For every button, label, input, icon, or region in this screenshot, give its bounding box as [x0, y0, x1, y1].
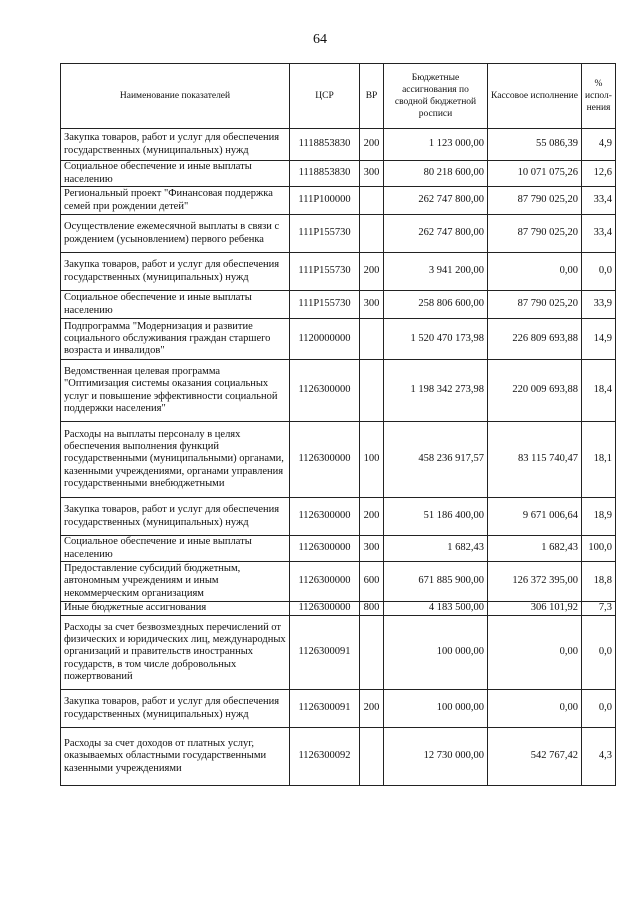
cash-execution-cell: 126 372 395,00 [488, 562, 582, 602]
vr-code-cell: 300 [360, 291, 384, 319]
vr-code-cell [360, 616, 384, 690]
csr-code-cell: 1118853830 [290, 129, 360, 161]
cash-execution-cell: 83 115 740,47 [488, 422, 582, 498]
cash-execution-cell: 55 086,39 [488, 129, 582, 161]
budget-allocation-cell: 1 198 342 273,98 [384, 360, 488, 422]
indicator-name-cell: Закупка товаров, работ и услуг для обеспечения государственных (муниципальных) нужд [61, 498, 290, 536]
vr-code-cell [360, 360, 384, 422]
header-cash-execution: Кассовое исполнение [488, 64, 582, 129]
indicator-name-cell: Социальное обеспечение и иные выплаты населению [61, 536, 290, 562]
table-row [61, 187, 616, 215]
budget-allocation-cell: 3 941 200,00 [384, 253, 488, 291]
vr-code-cell: 200 [360, 690, 384, 728]
budget-allocation-cell: 51 186 400,00 [384, 498, 488, 536]
indicator-name-cell: Социальное обеспечение и иные выплаты населению [61, 161, 290, 187]
indicator-name-cell: Расходы за счет доходов от платных услуг, оказываемых областными государственными казенными учреждениями [61, 728, 290, 786]
execution-percent-cell: 4,9 [582, 129, 616, 161]
execution-percent-cell: 4,3 [582, 728, 616, 786]
budget-allocation-cell: 80 218 600,00 [384, 161, 488, 187]
vr-code-cell: 100 [360, 422, 384, 498]
execution-percent-cell: 100,0 [582, 536, 616, 562]
csr-code-cell: 1126300091 [290, 616, 360, 690]
csr-code-cell: 111P155730 [290, 291, 360, 319]
execution-percent-cell: 18,8 [582, 562, 616, 602]
cash-execution-cell: 306 101,92 [488, 602, 582, 616]
vr-code-cell [360, 728, 384, 786]
csr-code-cell: 111P155730 [290, 215, 360, 253]
budget-allocation-cell: 1 520 470 173,98 [384, 319, 488, 360]
csr-code-cell: 1126300000 [290, 562, 360, 602]
table-row [61, 215, 616, 253]
indicator-name-cell: Ведомственная целевая программа "Оптимизация системы оказания социальных услуг и повышение эффективности социальной поддержки населения" [61, 360, 290, 422]
table-row [61, 690, 616, 728]
table-row [61, 536, 616, 562]
indicator-name-cell: Региональный проект "Финансовая поддержка семей при рождении детей" [61, 187, 290, 215]
budget-allocation-cell: 12 730 000,00 [384, 728, 488, 786]
vr-code-cell [360, 187, 384, 215]
cash-execution-cell: 0,00 [488, 253, 582, 291]
table-row [61, 291, 616, 319]
execution-percent-cell: 12,6 [582, 161, 616, 187]
execution-percent-cell: 0,0 [582, 253, 616, 291]
header-csr: ЦСР [290, 64, 360, 129]
execution-percent-cell: 0,0 [582, 616, 616, 690]
vr-code-cell [360, 215, 384, 253]
table-body [61, 129, 616, 786]
budget-allocation-cell: 262 747 800,00 [384, 215, 488, 253]
execution-percent-cell: 18,1 [582, 422, 616, 498]
vr-code-cell: 300 [360, 536, 384, 562]
cash-execution-cell: 87 790 025,20 [488, 187, 582, 215]
vr-code-cell: 200 [360, 253, 384, 291]
table-row [61, 498, 616, 536]
indicator-name-cell: Закупка товаров, работ и услуг для обеспечения государственных (муниципальных) нужд [61, 253, 290, 291]
csr-code-cell: 111P155730 [290, 253, 360, 291]
cash-execution-cell: 1 682,43 [488, 536, 582, 562]
indicator-name-cell: Иные бюджетные ассигнования [61, 602, 290, 616]
indicator-name-cell: Расходы за счет безвозмездных перечислений от физических и юридических лиц, международных организаций и правительств иностранных государств, в том числе добровольных пожертвований [61, 616, 290, 690]
budget-allocation-cell: 262 747 800,00 [384, 187, 488, 215]
csr-code-cell: 1126300000 [290, 536, 360, 562]
table-row [61, 129, 616, 161]
budget-allocation-cell: 1 682,43 [384, 536, 488, 562]
csr-code-cell: 1126300092 [290, 728, 360, 786]
cash-execution-cell: 87 790 025,20 [488, 215, 582, 253]
cash-execution-cell: 0,00 [488, 690, 582, 728]
header-budget-allocations: Бюджетные ассигнования по сводной бюджетной росписи [384, 64, 488, 129]
csr-code-cell: 1126300000 [290, 422, 360, 498]
vr-code-cell: 200 [360, 129, 384, 161]
header-indicator-name: Наименование показателей [61, 64, 290, 129]
budget-allocation-cell: 671 885 900,00 [384, 562, 488, 602]
header-execution-percent: % испол-нения [582, 64, 616, 129]
table-header-row [61, 64, 616, 129]
execution-percent-cell: 18,9 [582, 498, 616, 536]
vr-code-cell: 200 [360, 498, 384, 536]
execution-percent-cell: 33,4 [582, 215, 616, 253]
indicator-name-cell: Осуществление ежемесячной выплаты в связи с рождением (усыновлением) первого ребенка [61, 215, 290, 253]
vr-code-cell: 300 [360, 161, 384, 187]
table-row [61, 360, 616, 422]
csr-code-cell: 1126300000 [290, 360, 360, 422]
cash-execution-cell: 87 790 025,20 [488, 291, 582, 319]
indicator-name-cell: Закупка товаров, работ и услуг для обеспечения государственных (муниципальных) нужд [61, 129, 290, 161]
budget-allocation-cell: 1 123 000,00 [384, 129, 488, 161]
execution-percent-cell: 14,9 [582, 319, 616, 360]
csr-code-cell: 1126300000 [290, 602, 360, 616]
indicator-name-cell: Социальное обеспечение и иные выплаты населению [61, 291, 290, 319]
table-row [61, 422, 616, 498]
execution-percent-cell: 18,4 [582, 360, 616, 422]
table-row [61, 161, 616, 187]
cash-execution-cell: 10 071 075,26 [488, 161, 582, 187]
cash-execution-cell: 542 767,42 [488, 728, 582, 786]
indicator-name-cell: Закупка товаров, работ и услуг для обеспечения государственных (муниципальных) нужд [61, 690, 290, 728]
table-row [61, 253, 616, 291]
budget-allocation-cell: 100 000,00 [384, 616, 488, 690]
indicator-name-cell: Расходы на выплаты персоналу в целях обеспечения выполнения функций государственными (муниципальными) органами, казенными учреждениями, органами управления государственными внебюджетными [61, 422, 290, 498]
csr-code-cell: 1120000000 [290, 319, 360, 360]
budget-allocation-cell: 458 236 917,57 [384, 422, 488, 498]
page-number: 64 [313, 32, 327, 47]
cash-execution-cell: 9 671 006,64 [488, 498, 582, 536]
csr-code-cell: 111P100000 [290, 187, 360, 215]
budget-allocation-cell: 4 183 500,00 [384, 602, 488, 616]
cash-execution-cell: 0,00 [488, 616, 582, 690]
vr-code-cell: 800 [360, 602, 384, 616]
cash-execution-cell: 226 809 693,88 [488, 319, 582, 360]
table-row [61, 319, 616, 360]
indicator-name-cell: Предоставление субсидий бюджетным, автономным учреждениям и иным некоммерческим организациям [61, 562, 290, 602]
csr-code-cell: 1126300000 [290, 498, 360, 536]
indicator-name-cell: Подпрограмма "Модернизация и развитие социального обслуживания граждан старшего возраста и инвалидов" [61, 319, 290, 360]
csr-code-cell: 1118853830 [290, 161, 360, 187]
budget-allocation-cell: 100 000,00 [384, 690, 488, 728]
budget-allocation-cell: 258 806 600,00 [384, 291, 488, 319]
csr-code-cell: 1126300091 [290, 690, 360, 728]
vr-code-cell: 600 [360, 562, 384, 602]
execution-percent-cell: 33,4 [582, 187, 616, 215]
budget-execution-table [60, 63, 616, 786]
execution-percent-cell: 7,3 [582, 602, 616, 616]
cash-execution-cell: 220 009 693,88 [488, 360, 582, 422]
table-row [61, 562, 616, 602]
execution-percent-cell: 0,0 [582, 690, 616, 728]
table-row [61, 728, 616, 786]
table-row [61, 616, 616, 690]
header-vr: ВР [360, 64, 384, 129]
execution-percent-cell: 33,9 [582, 291, 616, 319]
vr-code-cell [360, 319, 384, 360]
table-row [61, 602, 616, 616]
